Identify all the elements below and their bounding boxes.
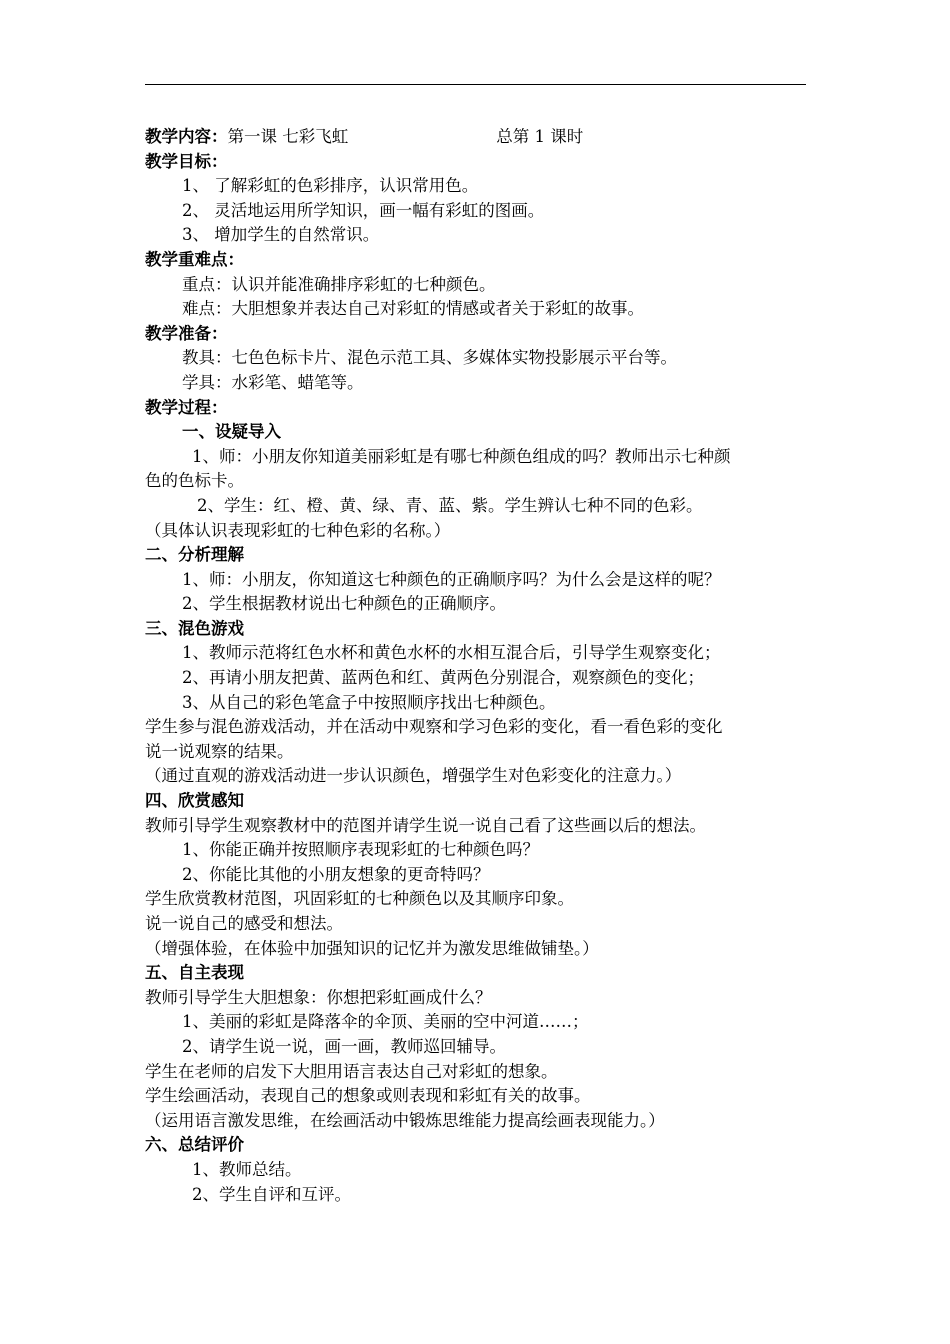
paragraph-line: 学生在老师的启发下大胆用语言表达自己对彩虹的想象。 xyxy=(145,1061,558,1081)
lesson-header xyxy=(145,125,810,150)
goal-item: 3、 增加学生的自然常识。 xyxy=(182,225,380,245)
paragraph-line: 色的色标卡。 xyxy=(145,471,244,491)
section-title: 五、自主表现 xyxy=(145,963,244,983)
goal-item: 2、 灵活地运用所学知识，画一幅有彩虹的图画。 xyxy=(182,200,545,220)
prep-item: 学具：水彩笔、蜡笔等。 xyxy=(182,372,364,392)
paragraph-line: 2、再请小朋友把黄、蓝两色和红、黄两色分别混合，观察颜色的变化； xyxy=(182,668,704,688)
section-title: 一、设疑导入 xyxy=(182,422,281,442)
paragraph-line: 2、学生根据教材说出七种颜色的正确顺序。 xyxy=(182,594,506,614)
section-title: 二、分析理解 xyxy=(145,545,244,565)
keypoint-item: 难点：大胆想象并表达自己对彩虹的情感或者关于彩虹的故事。 xyxy=(182,299,644,319)
lesson-count: 总第 1 课时 xyxy=(496,127,584,146)
paragraph-line: 1、你能正确并按照顺序表现彩虹的七种颜色吗？ xyxy=(182,840,539,860)
process-heading: 教学过程： xyxy=(145,397,228,417)
paragraph-line: 学生参与混色游戏活动，并在活动中观察和学习色彩的变化，看一看色彩的变化 xyxy=(145,717,723,737)
keypoints-heading: 教学重难点： xyxy=(145,249,244,269)
paragraph-line: 1、师：小朋友，你知道这七种颜色的正确顺序吗？为什么会是这样的呢？ xyxy=(182,569,721,589)
paragraph-line: （增强体验，在体验中加强知识的记忆并为激发思维做铺垫。） xyxy=(145,938,599,958)
paragraph-line: （具体认识表现彩虹的七种色彩的名称。） xyxy=(145,520,451,540)
section-title: 四、欣赏感知 xyxy=(145,791,244,811)
paragraph-line: 2、你能比其他的小朋友想象的更奇特吗？ xyxy=(182,864,490,884)
header-rule xyxy=(145,84,806,85)
prep-heading: 教学准备： xyxy=(145,323,228,343)
paragraph-line: 2、学生：红、橙、黄、绿、青、蓝、紫。学生辨认七种不同的色彩。 xyxy=(197,495,703,515)
paragraph-line: 2、学生自评和互评。 xyxy=(192,1184,351,1204)
lesson-plan-document xyxy=(145,125,810,1207)
paragraph-line: 1、师：小朋友你知道美丽彩虹是有哪七种颜色组成的吗？教师出示七种颜 xyxy=(192,446,731,466)
paragraph-line: 1、美丽的彩虹是降落伞的伞顶、美丽的空中河道……； xyxy=(182,1012,589,1032)
goal-item: 1、 了解彩虹的色彩排序，认识常用色。 xyxy=(182,176,479,196)
paragraph-line: 教师引导学生大胆想象：你想把彩虹画成什么？ xyxy=(145,987,492,1007)
goals-heading: 教学目标： xyxy=(145,151,228,171)
prep-item: 教具：七色色标卡片、混色示范工具、多媒体实物投影展示平台等。 xyxy=(182,348,677,368)
lesson-title: 第一课 七彩飞虹 xyxy=(227,127,349,146)
section-title: 六、总结评价 xyxy=(145,1135,244,1155)
paragraph-line: 说一说观察的结果。 xyxy=(145,741,294,761)
paragraph-line: 1、教师示范将红色水杯和黄色水杯的水相互混合后，引导学生观察变化； xyxy=(182,643,721,663)
paragraph-line: （通过直观的游戏活动进一步认识颜色，增强学生对色彩变化的注意力。） xyxy=(145,766,682,786)
paragraph-line: 3、从自己的彩色笔盒子中按照顺序找出七种颜色。 xyxy=(182,692,556,712)
section-title: 三、混色游戏 xyxy=(145,618,244,638)
paragraph-line: （运用语言激发思维，在绘画活动中锻炼思维能力提高绘画表现能力。） xyxy=(145,1110,665,1130)
paragraph-line: 1、教师总结。 xyxy=(192,1159,302,1179)
paragraph-line: 教师引导学生观察教材中的范图并请学生说一说自己看了这些画以后的想法。 xyxy=(145,815,706,835)
paragraph-line: 说一说自己的感受和想法。 xyxy=(145,914,343,933)
paragraph-line: 2、请学生说一说，画一画，教师巡回辅导。 xyxy=(182,1036,506,1056)
keypoint-item: 重点：认识并能准确排序彩虹的七种颜色。 xyxy=(182,274,496,294)
paragraph-line: 学生绘画活动，表现自己的想象或则表现和彩虹有关的故事。 xyxy=(145,1086,591,1106)
paragraph-line: 学生欣赏教材范图，巩固彩虹的七种颜色以及其顺序印象。 xyxy=(145,889,574,909)
content-label: 教学内容： xyxy=(145,127,228,146)
